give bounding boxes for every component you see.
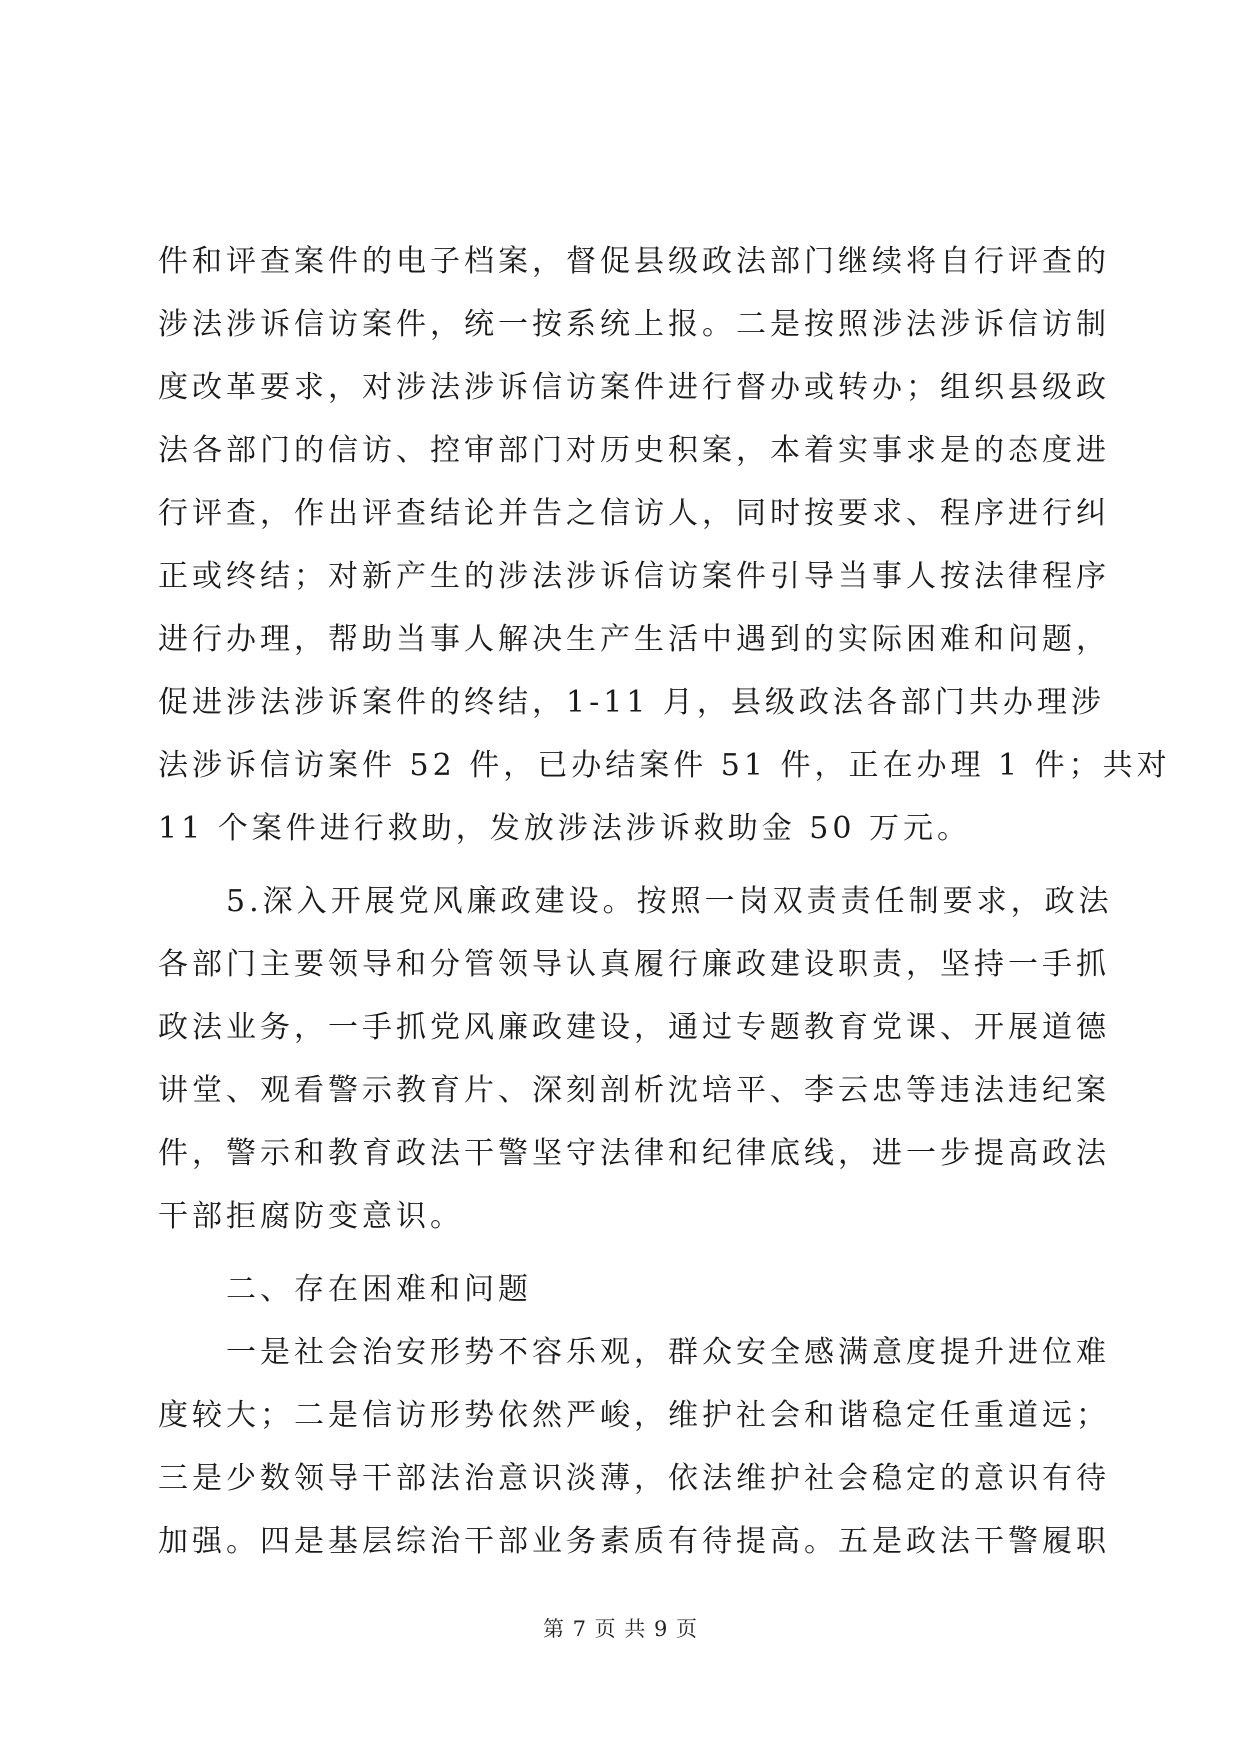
text-line: 行评查，作出评查结论并告之信访人，同时按要求、程序进行纠 xyxy=(158,496,1110,531)
text-line: 促进涉法涉诉案件的终结，1-11 月，县级政法各部门共办理涉 xyxy=(158,685,1105,720)
text-line: 11 个案件进行救助，发放涉法涉诉救助金 50 万元。 xyxy=(158,811,971,846)
text-line: 件和评查案件的电子档案，督促县级政法部门继续将自行评查的 xyxy=(158,244,1110,279)
text-line: 各部门主要领导和分管领导认真履行廉政建设职责，坚持一手抓 xyxy=(158,947,1110,982)
text-line: 三是少数领导干部法治意识淡薄，依法维护社会稳定的意识有待 xyxy=(158,1461,1110,1496)
text-line: 加强。四是基层综治干部业务素质有待提高。五是政法干警履职 xyxy=(158,1524,1110,1559)
text-line: 讲堂、观看警示教育片、深刻剖析沈培平、李云忠等违法违纪案 xyxy=(158,1073,1110,1108)
document-body xyxy=(158,230,1171,1573)
text-line: 干部拒腐防变意识。 xyxy=(158,1199,464,1234)
text-line: 度改革要求，对涉法涉诉信访案件进行督办或转办；组织县级政 xyxy=(158,370,1110,405)
text-line: 一是社会治安形势不容乐观，群众安全感满意度提升进位难 xyxy=(226,1335,1110,1370)
page-number-footer: 第 7 页 共 9 页 xyxy=(542,1617,699,1641)
text-line: 度较大；二是信访形势依然严峻，维护社会和谐稳定任重道远； xyxy=(158,1398,1110,1433)
heading-line: 二、存在困难和问题 xyxy=(226,1272,532,1307)
paragraph-4 xyxy=(158,1321,1110,1573)
text-line: 件，警示和教育政法干警坚守法律和纪律底线，进一步提高政法 xyxy=(158,1136,1110,1171)
text-line: 法各部门的信访、控审部门对历史积案，本着实事求是的态度进 xyxy=(158,433,1110,468)
section-heading xyxy=(158,1258,1083,1321)
paragraph-1 xyxy=(158,230,1171,860)
text-line: 5.深入开展党风廉政建设。按照一岗双责责任制要求，政法 xyxy=(226,884,1113,919)
text-line: 涉法涉诉信访案件，统一按系统上报。二是按照涉法涉诉信访制 xyxy=(158,307,1110,342)
text-line: 正或终结；对新产生的涉法涉诉信访案件引导当事人按法律程序 xyxy=(158,559,1110,594)
paragraph-2 xyxy=(158,870,1113,1248)
text-line: 政法业务，一手抓党风廉政建设，通过专题教育党课、开展道德 xyxy=(158,1010,1110,1045)
text-line: 进行办理，帮助当事人解决生产生活中遇到的实际困难和问题， xyxy=(158,622,1110,657)
text-line: 法涉诉信访案件 52 件，已办结案件 51 件，正在办理 1 件；共对 xyxy=(158,748,1171,783)
